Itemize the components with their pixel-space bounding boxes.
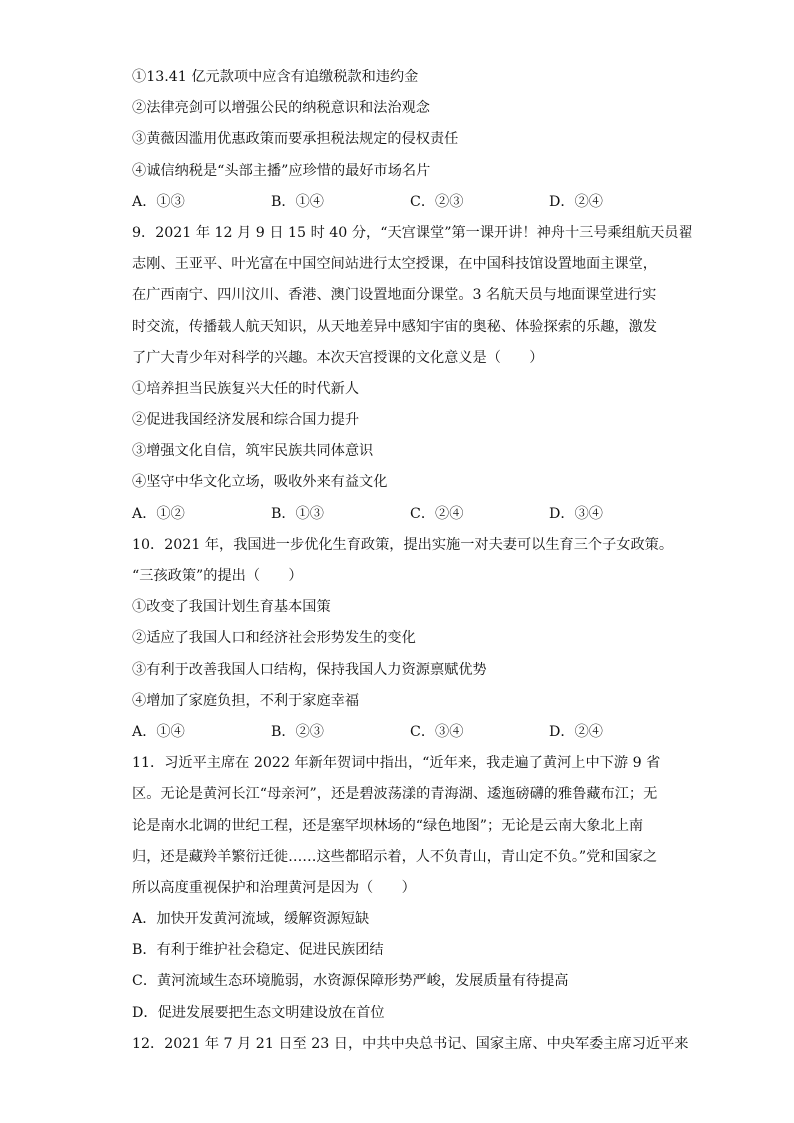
q8-option-d: D．②④ <box>549 193 603 210</box>
q9-stem-line-1: 9．2021 年 12 月 9 日 15 时 40 分，“天宫课堂”第一课开讲！神舟十三号乘组航天员翟 <box>132 224 693 241</box>
q10-option-a: A．①④ <box>132 723 185 740</box>
q10-option-c: C．③④ <box>410 723 464 740</box>
q10-option-d: D．②④ <box>549 723 603 740</box>
question-8 <box>132 62 662 218</box>
q9-option-d: D．③④ <box>549 505 603 522</box>
q8-statement-1: ①13.41 亿元款项中应含有追缴税款和违约金 <box>132 69 419 85</box>
q9-statement-4: ④坚守中华文化立场，吸收外来有益文化 <box>132 474 388 491</box>
q12-stem-line-1: 12．2021 年 7 月 21 日至 23 日，中共中央总书记、国家主席、中央军委主席习近平来 <box>132 1035 689 1052</box>
q10-option-b: B．②③ <box>271 723 324 740</box>
q11-stem-line-4: 归，还是藏羚羊繁衍迁徙……这些都昭示着，人不负青山，青山定不负。”党和国家之 <box>132 848 658 865</box>
q11-stem-line-1: 11．习近平主席在 2022 年新年贺词中指出，“近年来，我走遍了黄河上中下游 9 省 <box>132 755 661 772</box>
question-9 <box>132 218 693 530</box>
q10-statement-2: ②适应了我国人口和经济社会形势发生的变化 <box>132 630 416 647</box>
q9-option-a: A．①② <box>132 505 185 522</box>
question-10 <box>132 530 674 748</box>
q10-statement-4: ④增加了家庭负担，不利于家庭幸福 <box>132 692 360 709</box>
q10-statement-3: ③有利于改善我国人口结构，保持我国人力资源禀赋优势 <box>132 661 487 678</box>
q8-statement-4: ④诚信纳税是“头部主播”应珍惜的最好市场名片 <box>132 162 431 179</box>
q9-stem-line-4: 时交流，传播载人航天知识，从天地差异中感知宇宙的奥秘、体验探索的乐趣，激发 <box>132 318 657 335</box>
q9-options <box>132 499 662 530</box>
q11-stem-line-5: 所以高度重视保护和治理黄河是因为（ ） <box>132 879 416 896</box>
q9-statement-2: ②促进我国经济发展和综合国力提升 <box>132 412 360 429</box>
q8-statement-2: ②法律亮剑可以增强公民的纳税意识和法治观念 <box>132 100 430 117</box>
q11-stem-line-2: 区。无论是黄河长江“母亲河”，还是碧波荡漾的青海湖、逶迤磅礴的雅鲁藏布江；无 <box>132 786 658 803</box>
q9-stem-line-3: 在广西南宁、四川汶川、香港、澳门设置地面分课堂。3 名航天员与地面课堂进行实 <box>132 287 657 304</box>
q8-option-a: A．①③ <box>132 193 185 210</box>
q9-statement-3: ③增强文化自信，筑牢民族共同体意识 <box>132 443 374 460</box>
q10-stem-line-2: “三孩政策”的提出（ ） <box>132 568 303 584</box>
q10-statement-1: ①改变了我国计划生育基本国策 <box>132 599 331 616</box>
question-11 <box>132 748 662 1029</box>
q9-stem-line-2: 志刚、王亚平、叶光富在中国空间站进行太空授课，在中国科技馆设置地面主课堂， <box>132 256 657 273</box>
q11-option-d: D．促进发展要把生态文明建设放在首位 <box>132 1004 385 1021</box>
q8-option-c: C．②③ <box>410 193 464 210</box>
q9-option-c: C．②④ <box>410 505 464 522</box>
q8-options <box>132 187 662 218</box>
q10-options <box>132 717 662 748</box>
q8-statement-3: ③黄薇因滥用优惠政策而要承担税法规定的侵权责任 <box>132 131 459 148</box>
q9-stem-line-5: 了广大青少年对科学的兴趣。本次天宫授课的文化意义是（ ） <box>132 349 544 366</box>
q11-option-a: A．加快开发黄河流域，缓解资源短缺 <box>132 911 370 928</box>
q11-stem-line-3: 论是南水北调的世纪工程，还是塞罕坝林场的“绿色地图”；无论是云南大象北上南 <box>132 817 644 834</box>
question-12 <box>132 1029 689 1060</box>
q8-option-b: B．①④ <box>271 193 324 210</box>
q11-option-b: B．有利于维护社会稳定、促进民族团结 <box>132 942 384 959</box>
q9-statement-1: ①培养担当民族复兴大任的时代新人 <box>132 380 360 397</box>
document-content <box>132 62 693 1060</box>
q9-option-b: B．①③ <box>271 505 324 522</box>
q10-stem-line-1: 10．2021 年，我国进一步优化生育政策，提出实施一对夫妻可以生育三个子女政策。 <box>132 536 674 553</box>
q11-option-c: C．黄河流域生态环境脆弱，水资源保障形势严峻，发展质量有待提高 <box>132 973 569 990</box>
